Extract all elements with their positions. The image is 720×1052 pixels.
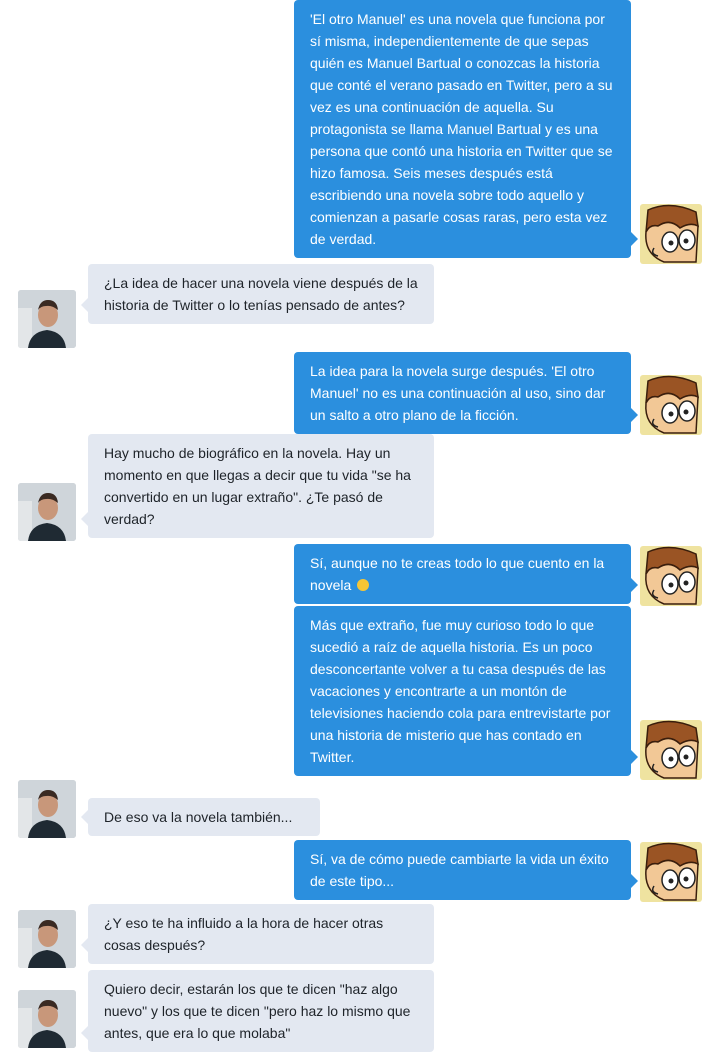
cartoon-face-avatar[interactable] (640, 375, 702, 435)
message-bubble-outgoing (294, 840, 631, 900)
man-photo-icon (18, 290, 76, 348)
message-text: ¿La idea de hacer una novela viene después de la historia de Twitter o lo tenías pensado de antes? (104, 275, 418, 313)
man-photo-icon (18, 990, 76, 1048)
cartoon-face-icon (640, 204, 702, 264)
message-text: ¿Y eso te ha influido a la hora de hacer otras cosas después? (104, 915, 384, 953)
message-bubble-incoming (88, 904, 434, 964)
man-photo-avatar[interactable] (18, 910, 76, 968)
cartoon-face-icon (640, 720, 702, 780)
man-photo-avatar[interactable] (18, 290, 76, 348)
message-bubble-incoming (88, 264, 434, 324)
man-photo-icon (18, 780, 76, 838)
cartoon-face-icon (640, 546, 702, 606)
man-photo-avatar[interactable] (18, 483, 76, 541)
man-photo-icon (18, 483, 76, 541)
message-text: De eso va la novela también... (104, 809, 293, 825)
message-text: Sí, va de cómo puede cambiarte la vida un éxito de este tipo... (310, 851, 609, 889)
message-text: Hay mucho de biográfico en la novela. Hay un momento en que llegas a decir que tu vida "se ha convertido en un lugar extraño". ¿Te pasó de verdad? (104, 445, 411, 527)
message-bubble-outgoing (294, 606, 631, 776)
message-text: 'El otro Manuel' es una novela que funciona por sí misma, independientemente de que sepas quién es Manuel Bartual o conozcas la historia que conté el verano pasado en Twitter, pero a su vez es una continuación de aquella. Su protagonista se llama Manuel Bartual y es una persona que contó una historia en Twitter que se hizo famosa. Seis meses después está escribiendo una novela sobre todo aquello y comienzan a pasarle cosas raras, pero esta vez de verdad. (310, 11, 613, 247)
man-photo-icon (18, 910, 76, 968)
cartoon-face-avatar[interactable] (640, 204, 702, 264)
message-text: Sí, aunque no te creas todo lo que cuento en la novela (310, 555, 605, 593)
message-text: La idea para la novela surge después. 'El otro Manuel' no es una continuación al uso, sino dar un salto a otro plano de la ficción. (310, 363, 606, 423)
message-bubble-incoming (88, 434, 434, 538)
message-bubble-outgoing (294, 0, 631, 258)
man-photo-avatar[interactable] (18, 780, 76, 838)
cartoon-face-avatar[interactable] (640, 720, 702, 780)
cartoon-face-icon (640, 375, 702, 435)
message-text: Quiero decir, estarán los que te dicen "haz algo nuevo" y los que te dicen "pero haz lo mismo que antes, que era lo que molaba" (104, 981, 411, 1041)
cartoon-face-icon (640, 842, 702, 902)
smiling-face-emoji (357, 579, 369, 591)
message-bubble-outgoing (294, 544, 631, 604)
man-photo-avatar[interactable] (18, 990, 76, 1048)
message-bubble-outgoing (294, 352, 631, 434)
cartoon-face-avatar[interactable] (640, 842, 702, 902)
message-text: Más que extraño, fue muy curioso todo lo que sucedió a raíz de aquella historia. Es un poco desconcertante volver a tu casa después de las vacaciones y encontrarte a un montón de televisiones haciendo cola para entrevistarte por una historia de misterio que has contado en Twitter. (310, 617, 611, 765)
message-bubble-incoming (88, 970, 434, 1052)
cartoon-face-avatar[interactable] (640, 546, 702, 606)
message-bubble-incoming (88, 798, 320, 836)
